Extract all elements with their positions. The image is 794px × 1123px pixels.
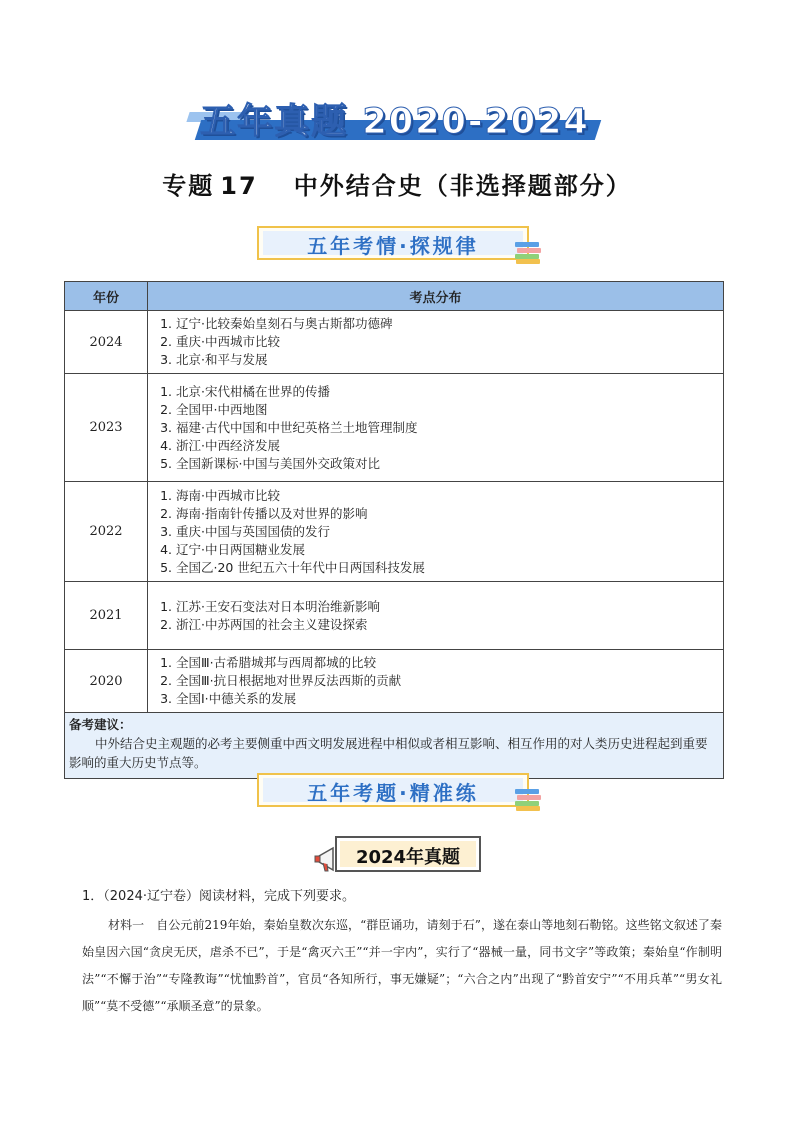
- points-cell: [148, 582, 724, 650]
- table-row: [65, 582, 724, 650]
- section-header-label: 五年考题·精准练: [307, 781, 479, 805]
- subject-title: [0, 166, 794, 201]
- header-year: 年份: [65, 282, 148, 311]
- table-row: [65, 482, 724, 582]
- books-icon: [515, 789, 541, 811]
- year-cell: 2021: [65, 582, 148, 650]
- advice-body: 中外结合史主观题的必考主要侧重中西文明发展进程中相似或者相互影响、相互作用的对人类历史进程起到重要影响的重大历史节点等。: [69, 736, 708, 770]
- year-badge-box: [335, 836, 481, 872]
- question-material: [82, 912, 722, 1020]
- year-badge-label: 2024年真题: [355, 847, 461, 868]
- list-item: 3. 全国Ⅰ·中德关系的发展: [176, 690, 723, 708]
- subject-number: 17: [220, 172, 258, 200]
- list-item: 2. 浙江·中苏两国的社会主义建设探索: [176, 616, 723, 634]
- points-cell: [148, 650, 724, 713]
- points-cell: [148, 482, 724, 582]
- list-item: 2. 重庆·中西城市比较: [176, 333, 723, 351]
- advice-title: 备考建议：: [69, 717, 132, 732]
- section-header-label: 五年考情·探规律: [307, 234, 479, 258]
- list-item: 1. 辽宁·比较秦始皇刻石与奥古斯都功德碑: [176, 315, 723, 333]
- advice-row: [65, 713, 724, 779]
- list-item: 1. 北京·宋代柑橘在世界的传播: [176, 383, 723, 401]
- list-item: 2. 全国甲·中西地图: [176, 401, 723, 419]
- year-cell: 2022: [65, 482, 148, 582]
- year-badge: [313, 836, 483, 876]
- table-row: [65, 311, 724, 374]
- header-points: 考点分布: [148, 282, 724, 311]
- table-header-row: [65, 282, 724, 311]
- table-row: [65, 374, 724, 482]
- material-text: 材料一 自公元前219年始，秦始皇数次东巡，“群臣诵功，请刻于石”，遂在泰山等地刻石勒铭。这些铭文叙述了秦始皇因六国“贪戾无厌，虐杀不已”，于是“禽灭六王”“并一宇内”，实行了“器械一量，同书文字”等政策；秦始皇“作制明法”“不懈于治”“专隆教诲”“忧恤黔首”，官员“各知所行，事无嫌疑”；“六合之内”出现了“黔首安宁”“不用兵革”“男女礼顺”“莫不受德”“承顺圣意”的景象。: [82, 918, 722, 1013]
- list-item: 5. 全国乙·20 世纪五六十年代中日两国科技发展: [176, 559, 723, 577]
- list-item: 2. 全国Ⅲ·抗日根据地对世界反法西斯的贡献: [176, 672, 723, 690]
- section-header-trends: [257, 226, 529, 260]
- list-item: 1. 海南·中西城市比较: [176, 487, 723, 505]
- question-heading: 1．（2024·辽宁卷）阅读材料，完成下列要求。: [82, 889, 355, 904]
- list-item: 3. 重庆·中国与英国国债的发行: [176, 523, 723, 541]
- section-header-practice: [257, 773, 529, 807]
- list-item: 3. 北京·和平与发展: [176, 351, 723, 369]
- banner: [188, 94, 602, 144]
- subject-name: 中外结合史（非选择题部分）: [293, 172, 632, 200]
- list-item: 2. 海南·指南针传播以及对世界的影响: [176, 505, 723, 523]
- year-cell: 2024: [65, 311, 148, 374]
- table-row: [65, 650, 724, 713]
- advice-cell: [65, 713, 724, 779]
- year-cell: 2020: [65, 650, 148, 713]
- list-item: 1. 江苏·王安石变法对日本明治维新影响: [176, 598, 723, 616]
- list-item: 1. 全国Ⅲ·古希腊城邦与西周都城的比较: [176, 654, 723, 672]
- points-cell: [148, 311, 724, 374]
- list-item: 3. 福建·古代中国和中世纪英格兰土地管理制度: [176, 419, 723, 437]
- subject-label: 专题: [162, 172, 215, 200]
- year-cell: 2023: [65, 374, 148, 482]
- list-item: 5. 全国新课标·中国与美国外交政策对比: [176, 455, 723, 473]
- exam-points-table: [64, 281, 724, 779]
- books-icon: [515, 242, 541, 264]
- list-item: 4. 浙江·中西经济发展: [176, 437, 723, 455]
- banner-title: 五年真题 2020-2024: [200, 102, 590, 142]
- points-cell: [148, 374, 724, 482]
- list-item: 4. 辽宁·中日两国糖业发展: [176, 541, 723, 559]
